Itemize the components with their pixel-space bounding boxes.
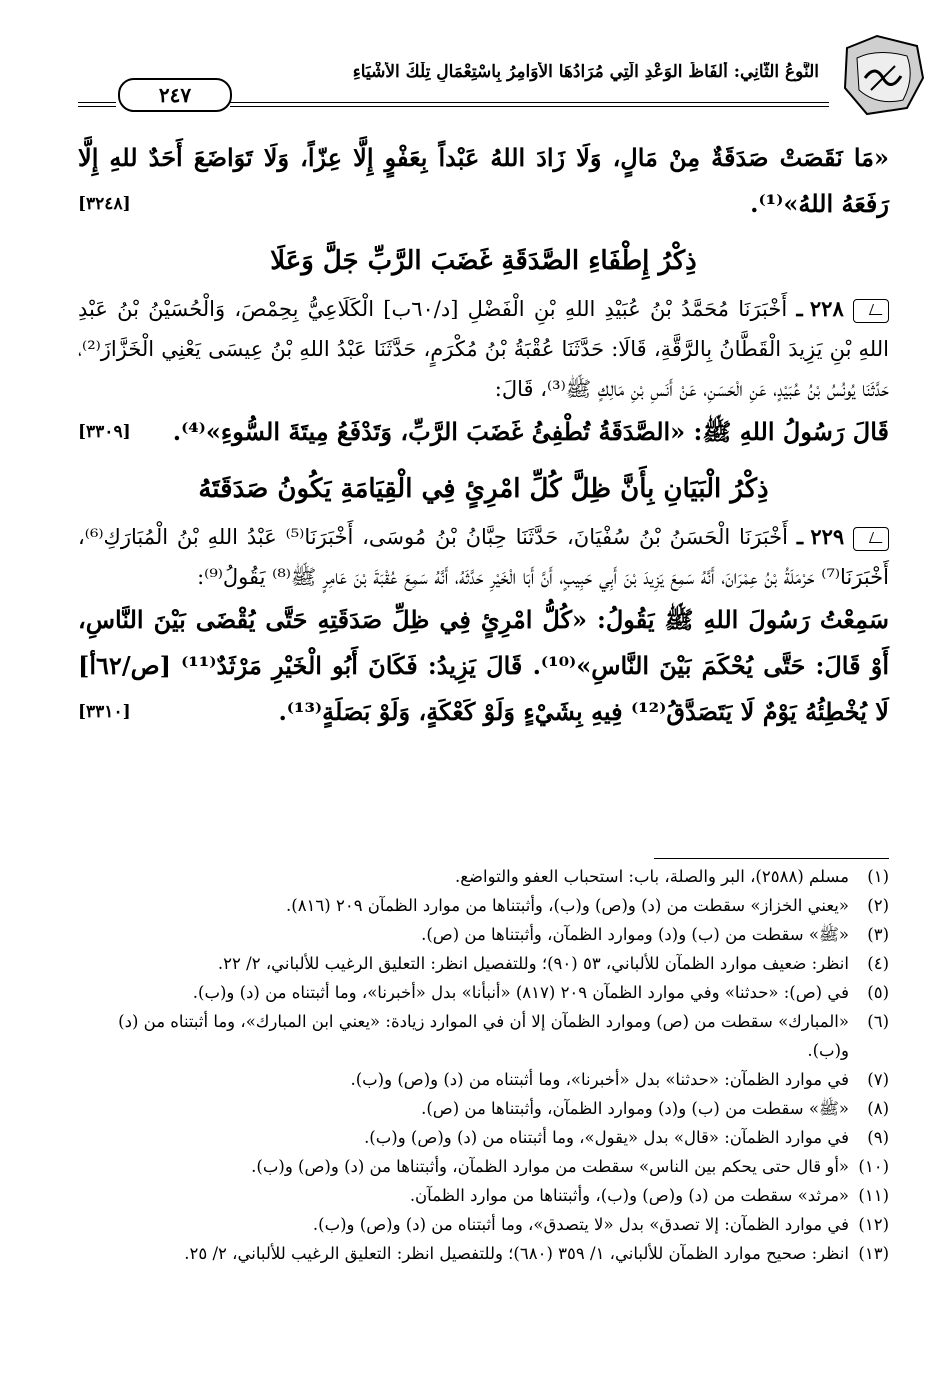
running-title: النَّوعُ الثَّانِي: أَلفَاظُ الوَعْدِ الَّتِي مُرَادُهَا الأَوَامِرُ بِاسْتِعْمَالِ تِلْكَ الأَشْيَاءِ	[352, 62, 819, 82]
reference-number: [٣٣١٠]	[78, 702, 131, 722]
hadith-marker-icon	[853, 299, 889, 323]
footnote-text: «ﷺ» سقطت من (ب) و(د) وموارد الظمآن، وأثبتناها من (ص).	[421, 1099, 849, 1118]
footnote-number: (٤)	[867, 954, 889, 973]
footnote	[92, 1210, 889, 1239]
footnote-number: (٧)	[867, 1070, 889, 1089]
main-content	[78, 135, 889, 735]
footnote-number: (١١)	[858, 1186, 889, 1205]
footnote-text: في موارد الظمآن: إلا تصدق» بدل «لا يتصدق»، وما أثبتناه من (د) و(ص) و(ب).	[312, 1215, 849, 1234]
isnad-text: أَخْبَرَنَا الْحَسَنُ بْنُ سُفْيَانَ، حَدَّثَنَا حِبَّانُ بْنُ مُوسَى، أَخْبَرَنَا⁽⁵⁾ عَبْدُ اللهِ بْنُ الْمُبَارَكِ⁽⁶⁾، أَخْبَرَنَا⁽⁷⁾ حَرْمَلَةُ بْنُ عِمْرَانَ، أَنَّهُ سَمِعَ يَزِيدَ بْنَ أَبِي حَبِيبٍ، أَنَّ أَبَا الْخَيْرِ حَدَّثَهُ، أَنَّهُ سَمِعَ عُقْبَةَ بْنَ عَامِرٍ ﷺ⁽⁸⁾ يَقُولُ⁽⁹⁾:	[78, 525, 889, 589]
footnote	[92, 1065, 889, 1094]
isnad-text: أَخْبَرَنَا مُحَمَّدُ بْنُ عُبَيْدِ اللهِ بْنِ الْفَضْلِ [د/٦٠ب] الْكَلَاعِيُّ بِحِمْصَ، وَالْحُسَيْنُ بْنُ عَبْدِ اللهِ بْنِ يَزِيدَ الْقَطَّانُ بِالرَّقَّةِ، قَالَا: حَدَّثَنَا عُقْبَةُ بْنُ مُكْرَمٍ، حَدَّثَنَا عَبْدُ اللهِ بْنُ عِيسَى يَعْنِي الْخَزَّازَ⁽²⁾، حَدَّثَنَا يُونُسُ بْنُ عُبَيْدٍ، عَنِ الْحَسَنِ، عَنْ أَنَسِ بْنِ مَالِكٍ ﷺ⁽³⁾، قَالَ:	[78, 297, 889, 401]
footnote-text: في (ص): «حدثنا» وفي موارد الظمآن ٢٠٩ (٨١٧) «أنبأنا» بدل «أخبرنا»، وما أثبتناه من (د) و(ب).	[192, 983, 849, 1002]
footnote-number: (٦)	[867, 1012, 889, 1031]
footnote	[92, 1152, 889, 1181]
footnote-number: (٥)	[867, 983, 889, 1002]
footnote-number: (٢)	[867, 896, 889, 915]
footnote-number: (١)	[867, 867, 889, 886]
ornament-logo-icon	[837, 28, 927, 118]
footnote-divider	[654, 858, 889, 859]
footnote	[92, 862, 889, 891]
footnote	[92, 1239, 889, 1268]
footnote	[92, 1181, 889, 1210]
footnote-text: مسلم (٢٥٨٨)، البر والصلة، باب: استحباب العفو والتواضع.	[454, 867, 849, 886]
matn-text: قَالَ رَسُولُ اللهِ ﷺ: «الصَّدَقَةُ تُطْفِئُ غَضَبَ الرَّبِّ، وَتَدْفَعُ مِيتَةَ السُّوءِ»⁽⁴⁾.	[172, 417, 889, 446]
footnote	[92, 1123, 889, 1152]
footnote	[92, 1007, 889, 1065]
footnote-text: «المبارك» سقطت من (ص) وموارد الظمآن إلا أن في الموارد زيادة: «يعني ابن المبارك»، وما أثبتناه من (د) و(ب).	[118, 1012, 849, 1060]
footnote	[92, 949, 889, 978]
hadith-isnad	[78, 289, 889, 409]
footnote-text: في موارد الظمآن: «قال» بدل «يقول»، وما أثبتناه من (د) و(ص) و(ب).	[364, 1128, 849, 1147]
hadith-matn	[78, 409, 889, 455]
header-rule-right	[230, 102, 829, 103]
reference-number: [٣٣٠٩]	[78, 422, 131, 442]
footnote-number: (١٣)	[858, 1244, 889, 1263]
page-number: ٢٤٧	[118, 78, 232, 112]
hadith-marker-icon	[853, 527, 889, 551]
footnote-text: «أو قال حتى يحكم بين الناس» سقطت من موارد الظمآن، وأثبتناها من (د) و(ص) و(ب).	[251, 1157, 849, 1176]
matn-text: سَمِعْتُ رَسُولَ اللهِ ﷺ يَقُولُ: «كُلُّ امْرِئٍ فِي ظِلِّ صَدَقَتِهِ حَتَّى يُقْضَى بَيْنَ النَّاسِ، أَوْ قَالَ: حَتَّى يُحْكَمَ بَيْنَ النَّاسِ»⁽¹⁰⁾. قَالَ يَزِيدُ: فَكَانَ أَبُو الْخَيْرِ مَرْثَدٌ⁽¹¹⁾ [ص/٦٢أ] لَا يُخْطِئُهُ يَوْمٌ لَا يَتَصَدَّقُ⁽¹²⁾ فِيهِ بِشَيْءٍ وَلَوْ كَعْكَةٍ، وَلَوْ بَصَلَةٍ⁽¹³⁾.	[78, 605, 889, 726]
header-rule-right-2	[230, 106, 829, 107]
footnote	[92, 920, 889, 949]
footnote-text: انظر: صحيح موارد الظمآن للألباني، ١/ ٣٥٩ (٦٨٠)؛ وللتفصيل انظر: التعليق الرغيب للألباني، ٢/ ٢٥.	[184, 1244, 849, 1263]
section-heading: ذِكْرُ إِطْفَاءِ الصَّدَقَةِ غَضَبَ الرَّبِّ جَلَّ وَعَلَا	[270, 246, 697, 276]
footnote	[92, 891, 889, 920]
footnotes	[92, 862, 889, 1268]
footnote	[92, 1094, 889, 1123]
header-rule-left-2	[78, 106, 116, 107]
hadith-matn	[78, 597, 889, 735]
footnote-number: (٣)	[867, 925, 889, 944]
footnote-number: (٨)	[867, 1099, 889, 1118]
paragraph-text: «مَا نَقَصَتْ صَدَقَةٌ مِنْ مَالٍ، وَلَا زَادَ اللهُ عَبْداً بِعَفْوٍ إِلَّا عِزّاً، وَلَا تَوَاضَعَ أَحَدٌ للهِ إِلَّا رَفَعَهُ اللهُ»⁽¹⁾.	[78, 143, 889, 218]
footnote-number: (١٢)	[858, 1215, 889, 1234]
footnote-text: «مرثد» سقطت من (د) و(ص) و(ب)، وأثبتناها من موارد الظمآن.	[409, 1186, 849, 1205]
hadith-number: ٢٢٩ ـ	[796, 524, 845, 549]
footnote	[92, 978, 889, 1007]
header-rule-left	[78, 102, 116, 103]
hadith-number: ٢٢٨ ـ	[796, 296, 844, 321]
section-heading: ذِكْرُ الْبَيَانِ بِأَنَّ ظِلَّ كُلِّ امْرِئٍ فِي الْقِيَامَةِ يَكُونُ صَدَقَتَهُ	[198, 474, 769, 504]
footnote-number: (١٠)	[858, 1157, 889, 1176]
hadith-isnad	[78, 517, 889, 597]
footnote-text: في موارد الظمآن: «حدثنا» بدل «أخبرنا»، وما أثبتناه من (د) و(ص) و(ب).	[350, 1070, 849, 1089]
footnote-number: (٩)	[867, 1128, 889, 1147]
footnote-text: «ﷺ» سقطت من (ب) و(د) وموارد الظمآن، وأثبتناها من (ص).	[421, 925, 849, 944]
footnote-text: انظر: ضعيف موارد الظمآن للألباني، ٥٣ (٩٠)؛ وللتفصيل انظر: التعليق الرغيب للألباني، ٢/ ٢٢.	[217, 954, 849, 973]
page-header	[78, 36, 829, 114]
reference-number: [٣٢٤٨]	[78, 194, 131, 214]
hadith-text-top	[78, 135, 889, 227]
footnote-text: «يعني الخزاز» سقطت من (د) و(ص) و(ب)، وأثبتناها من موارد الظمآن ٢٠٩ (٨١٦).	[286, 896, 849, 915]
